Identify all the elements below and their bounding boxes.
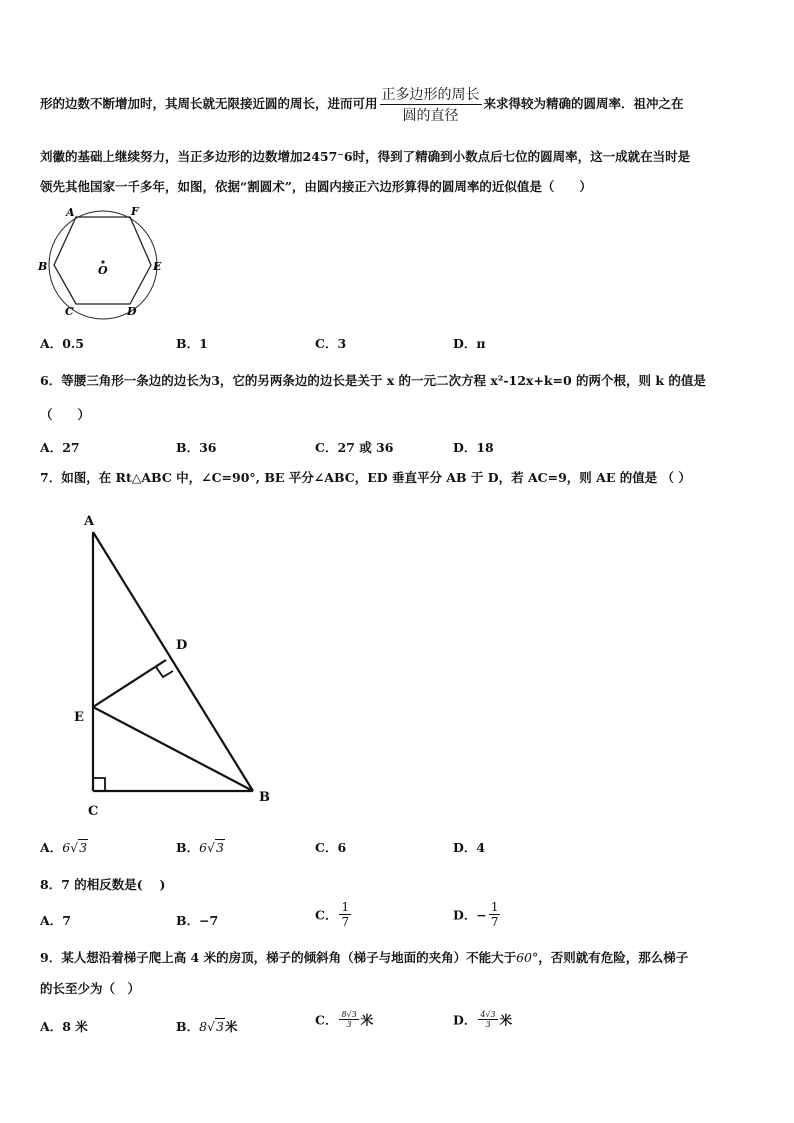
q6-option-d: D．18	[453, 440, 494, 455]
label-c: C	[65, 305, 74, 318]
segment-ed	[93, 660, 166, 707]
q5-text-before-fraction: 形的边数不断增加时，其周长就无限接近圆的周长，进而可用	[40, 96, 378, 111]
label-a: A	[66, 206, 75, 219]
q9-line-2: 的长至少为（ ）	[40, 981, 141, 996]
q9-option-d-fraction	[478, 1010, 497, 1029]
q5-line-3: 领先其他国家一千多年，如图，依据“割圆术”，由圆内接正六边形算得的圆周率的近似值是（ ）	[40, 179, 592, 194]
q5-option-c: C．3	[315, 336, 347, 351]
q8-option-c-label: C．	[315, 907, 338, 923]
q9-option-b-radicand: 3	[216, 1019, 224, 1034]
q9-angle: 60°	[516, 950, 539, 965]
q5-pi-fraction	[380, 84, 482, 125]
label-f: F	[131, 205, 139, 218]
q7-option-a-value: 6√3	[62, 840, 88, 855]
q7-option-c: C．6	[315, 840, 347, 855]
q8-option-c-numerator: 1	[341, 900, 350, 914]
q9-option-b-unit: 米	[224, 1019, 238, 1034]
segment-eb	[93, 707, 253, 791]
q7-option-d: D．4	[453, 840, 486, 855]
q7-option-b-value: 6√3	[199, 840, 224, 855]
q7-option-b-label: B．	[176, 840, 200, 855]
q9-option-b-label: B．	[176, 1019, 200, 1034]
q5-option-b: B．1	[176, 336, 208, 351]
q5-line-2: 刘徽的基础上继续努力，当正多边形的边数增加2457⁻6时，得到了精确到小数点后七位的圆周率，这一成就在当时是	[40, 149, 691, 164]
q8-option-d-fraction	[489, 900, 501, 929]
label-c: C	[88, 804, 99, 819]
right-triangle-figure	[70, 505, 280, 825]
label-e: E	[153, 260, 162, 273]
label-o: O	[98, 264, 108, 277]
label-b: B	[38, 260, 48, 273]
q9-text-before-angle: 9．某人想沿着梯子爬上高 4 米的房顶，梯子的倾斜角（梯子与地面的夹角）不能大于	[40, 950, 517, 965]
q9-option-b-coefficient: 8	[199, 1019, 208, 1034]
q7-option-a	[40, 838, 88, 856]
q8-option-d	[453, 900, 502, 929]
q9-option-d-numerator: 4√3	[480, 1010, 496, 1019]
label-b: B	[259, 790, 270, 805]
q9-option-c-fraction	[339, 1010, 358, 1029]
label-e: E	[74, 710, 84, 725]
q8-option-d-denominator: 7	[490, 915, 499, 929]
q9-option-c-denominator: 3	[339, 1019, 358, 1029]
q7-option-b-coefficient: 6	[199, 840, 208, 855]
q8-option-d-label: D．−	[453, 907, 487, 923]
q7-option-a-radicand: 3	[79, 840, 88, 855]
right-angle-mark-c	[93, 778, 105, 791]
q9-option-d	[453, 1010, 512, 1029]
q9-line-1	[40, 948, 688, 966]
q8-option-c	[315, 900, 353, 929]
right-angle-mark-d	[156, 667, 173, 677]
q9-option-b-value: 8√3	[199, 1019, 224, 1034]
q5-text-after-fraction: 来求得较为精确的圆周率．祖冲之在	[483, 96, 684, 111]
q5-fraction-numerator: 正多边形的周长	[381, 87, 480, 103]
q5-option-d: D．π	[453, 336, 486, 351]
q9-option-a: A．8 米	[40, 1019, 88, 1034]
label-a: A	[84, 514, 95, 529]
q9-option-d-denominator: 3	[478, 1019, 497, 1029]
q9-option-c	[315, 1010, 373, 1029]
q9-option-c-numerator: 8√3	[341, 1010, 357, 1019]
q7-option-a-label: A．	[40, 840, 63, 855]
q9-text-after-angle: ，否则就有危险，那么梯子	[538, 950, 689, 965]
q9-option-b	[176, 1017, 237, 1035]
q6-line-2: （ ）	[40, 407, 91, 422]
q6-line-1: 6．等腰三角形一条边的边长为3，它的另两条边的边长是关于 x 的一元二次方程 x²-12x+k=0 的两个根，则 k 的值是	[40, 373, 706, 388]
q7-option-b	[176, 838, 225, 856]
q9-option-d-label: D．	[453, 1012, 477, 1028]
q6-option-b: B．36	[176, 440, 217, 455]
q8-option-c-fraction	[339, 900, 351, 929]
q8-line-1: 8．7 的相反数是( )	[40, 877, 166, 892]
q5-fraction-denominator: 圆的直径	[380, 104, 482, 125]
q9-option-c-label: C．	[315, 1012, 338, 1028]
hexagon-in-circle-figure	[30, 200, 180, 322]
q5-option-a: A．0.5	[40, 336, 84, 351]
q8-option-a: A．7	[40, 913, 71, 928]
q6-option-c: C．27 或 36	[315, 440, 394, 455]
q7-option-b-radicand: 3	[216, 840, 224, 855]
q8-option-c-denominator: 7	[341, 915, 350, 929]
label-d: D	[176, 638, 188, 653]
q8-option-d-numerator: 1	[490, 900, 499, 914]
q6-option-a: A．27	[40, 440, 80, 455]
q9-option-c-unit: 米	[360, 1012, 374, 1028]
q7-option-a-coefficient: 6	[62, 840, 71, 855]
q9-option-d-unit: 米	[499, 1012, 513, 1028]
q5-line-1	[40, 84, 684, 125]
segment-ab	[93, 532, 253, 791]
q8-option-b: B．−7	[176, 913, 219, 928]
q7-line-1: 7．如图，在 Rt△ABC 中，∠C=90°, BE 平分∠ABC，ED 垂直平分 AB 于 D，若 AC=9，则 AE 的值是 （ ）	[40, 470, 691, 485]
label-d: D	[127, 305, 137, 318]
